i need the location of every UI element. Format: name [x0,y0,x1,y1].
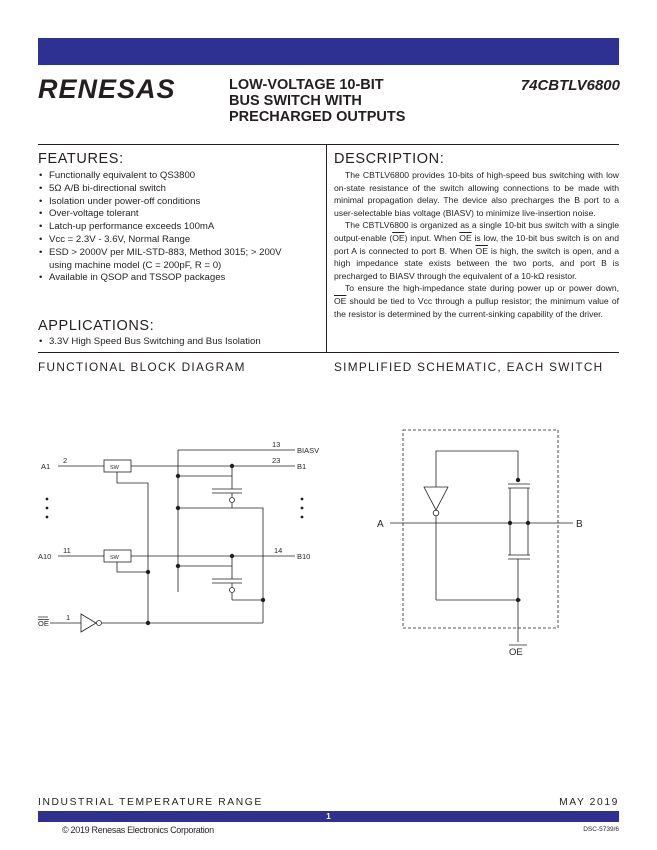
description-heading: DESCRIPTION: [334,151,445,167]
list-item: • Latch-up performance exceeds 100mA [38,221,318,234]
pin-label: B1 [297,462,307,471]
applications-list [38,336,318,349]
block-diagram-heading: FUNCTIONAL BLOCK DIAGRAM [38,360,246,374]
renesas-logo [38,76,203,102]
list-item: • Vcc = 2.3V - 3.6V, Normal Range [38,234,318,247]
copyright: © 2019 Renesas Electronics Corporation [62,825,214,835]
divider-middle [38,352,619,353]
document-code: DSC-5739/6 [583,826,619,833]
publish-date: MAY 2019 [559,797,619,808]
page-number: 1 [326,812,331,821]
oe-label: OE [509,647,523,658]
divider-column [326,144,327,352]
simplified-schematic [370,425,600,665]
document-title: LOW-VOLTAGE 10-BIT BUS SWITCH WITH PRECHARGED OUTPUTS [229,77,406,125]
pin-label: OE [38,619,49,628]
list-item: • 5Ω A/B bi-directional switch [38,183,318,196]
pin-label: 14 [274,546,283,555]
temperature-range: INDUSTRIAL TEMPERATURE RANGE [38,797,263,808]
port-b-label: B [576,519,583,530]
list-item: • Isolation under power-off conditions [38,196,318,209]
list-item: • 3.3V High Speed Bus Switching and Bus Isolation [38,336,318,349]
divider-top [38,144,619,145]
features-list [38,170,318,285]
pin-label: A10 [38,552,52,561]
pin-label: B10 [297,552,311,561]
applications-heading: APPLICATIONS: [38,318,155,334]
pin-label: 13 [272,440,281,449]
description-body [334,169,619,320]
part-number: 74CBTLV6800 [520,77,620,94]
header-bar [38,38,619,65]
svg-text:RENESAS: RENESAS [38,76,176,102]
pin-label: 11 [63,546,71,555]
switch-label: SW [110,465,119,471]
functional-block-diagram [30,430,330,640]
list-item: • Over-voltage tolerant [38,208,318,221]
pin-label: A1 [41,462,51,471]
switch-label: SW [110,555,119,561]
description-paragraph: The CBTLV6800 is organized as a single 10-bit bus switch with a single output-enable $(\overline{OE})$ input. When $\overline{OE}$ is low, the 10-bit bus switch is on and port A is connected to port B. When $\overline{OE}$ is high, the switch is open, and a high impedance state exists between the two ports, and port B is precharged to BIASV through the equivalent of a 10-kΩ resistor. [334,220,619,281]
description-paragraph: To ensure the high-impedance state during power up or power down, $\overline{OE}$ should be tied to Vcc through a pullup resistor; the minimum value of the resistor is determined by the current-sinking capability of the driver. [334,283,619,319]
pin-label: BIASV [297,446,320,455]
port-a-label: A [377,519,384,530]
pin-label: 1 [66,613,71,622]
list-item: • ESD > 2000V per MIL-STD-883, Method 3015; > 200V using machine model (C = 200pF, R = 0) [38,247,298,273]
features-heading: FEATURES: [38,151,124,167]
list-item: • Functionally equivalent to QS3800 [38,170,318,183]
description-paragraph: The CBTLV6800 provides 10-bits of high-speed bus switching with low on-state resistance of the switch allowing connections to be made with minimal propagation delay. The device also precharges the B port to a user-selectable bias voltage (BIASV) to minimize live-insertion noise. [334,170,619,218]
schematic-heading: SIMPLIFIED SCHEMATIC, EACH SWITCH [334,360,604,374]
list-item: • Available in QSOP and TSSOP packages [38,272,318,285]
pin-label: 2 [63,456,68,465]
pin-label: 23 [272,456,281,465]
